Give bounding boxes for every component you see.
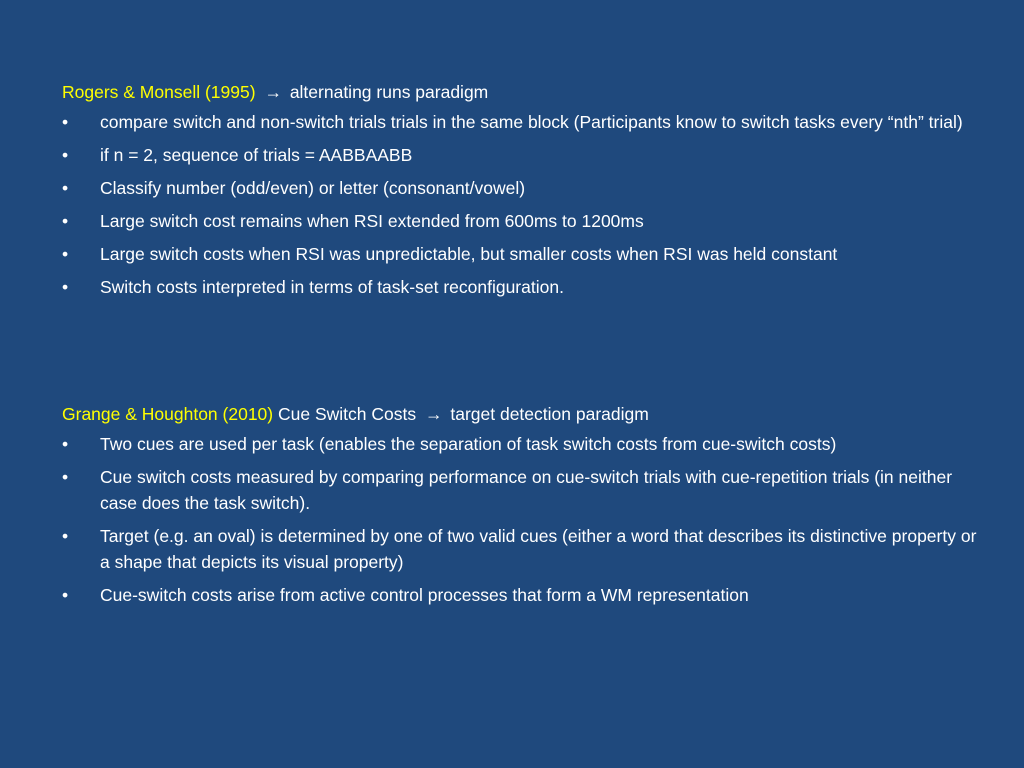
bullet-icon: • (62, 178, 69, 198)
heading-title: target detection paradigm (450, 404, 649, 424)
list-item (62, 175, 982, 201)
section-heading (62, 401, 982, 427)
bullet-icon: • (62, 112, 69, 132)
bullet-list (62, 431, 982, 608)
list-item (62, 582, 982, 608)
list-item-text: Classify number (odd/even) or letter (consonant/vowel) (100, 178, 526, 198)
section-heading (62, 79, 982, 105)
heading-title: alternating runs paradigm (289, 82, 489, 102)
author-citation: Rogers & Monsell (1995) (62, 82, 256, 102)
list-item-text: Target (e.g. an oval) is determined by one of two valid cues (either a word that describes its distinctive property or a shape that depicts its visual property) (100, 526, 977, 572)
list-item-text: Large switch cost remains when RSI extended from 600ms to 1200ms (100, 211, 644, 231)
list-item (62, 523, 982, 575)
bullet-icon: • (62, 434, 69, 454)
list-item (62, 274, 982, 300)
heading-title-prefix: Cue Switch Costs (278, 404, 417, 424)
bullet-icon: • (62, 145, 69, 165)
bullet-icon: • (62, 526, 69, 546)
bullet-icon: • (62, 211, 69, 231)
bullet-list (62, 109, 982, 300)
arrow-right-icon: → (264, 82, 282, 102)
bullet-icon: • (62, 585, 69, 605)
list-item-text: if n = 2, sequence of trials = AABBAABB (100, 145, 413, 165)
list-item (62, 464, 982, 516)
list-item-text: Cue-switch costs arise from active control processes that form a WM representation (100, 585, 749, 605)
author-citation: Grange & Houghton (2010) (62, 404, 274, 424)
list-item (62, 109, 982, 135)
list-item (62, 241, 982, 267)
list-item (62, 431, 982, 457)
list-item-text: Large switch costs when RSI was unpredictable, but smaller costs when RSI was held constant (100, 244, 838, 264)
list-item-text: Switch costs interpreted in terms of task-set reconfiguration. (100, 277, 564, 297)
arrow-right-icon: → (424, 404, 443, 424)
list-item-text: Cue switch costs measured by comparing performance on cue-switch trials with cue-repetition trials (in neither case does the task switch). (100, 467, 953, 513)
list-item-text: Two cues are used per task (enables the separation of task switch costs from cue-switch costs) (100, 434, 837, 454)
section-rogers-monsell (62, 79, 982, 307)
bullet-icon: • (62, 244, 69, 264)
bullet-icon: • (62, 277, 69, 297)
list-item-text: compare switch and non-switch trials trials in the same block (Participants know to switch tasks every “nth” trial) (100, 112, 963, 132)
list-item (62, 142, 982, 168)
section-grange-houghton (62, 401, 982, 615)
bullet-icon: • (62, 467, 69, 487)
list-item (62, 208, 982, 234)
